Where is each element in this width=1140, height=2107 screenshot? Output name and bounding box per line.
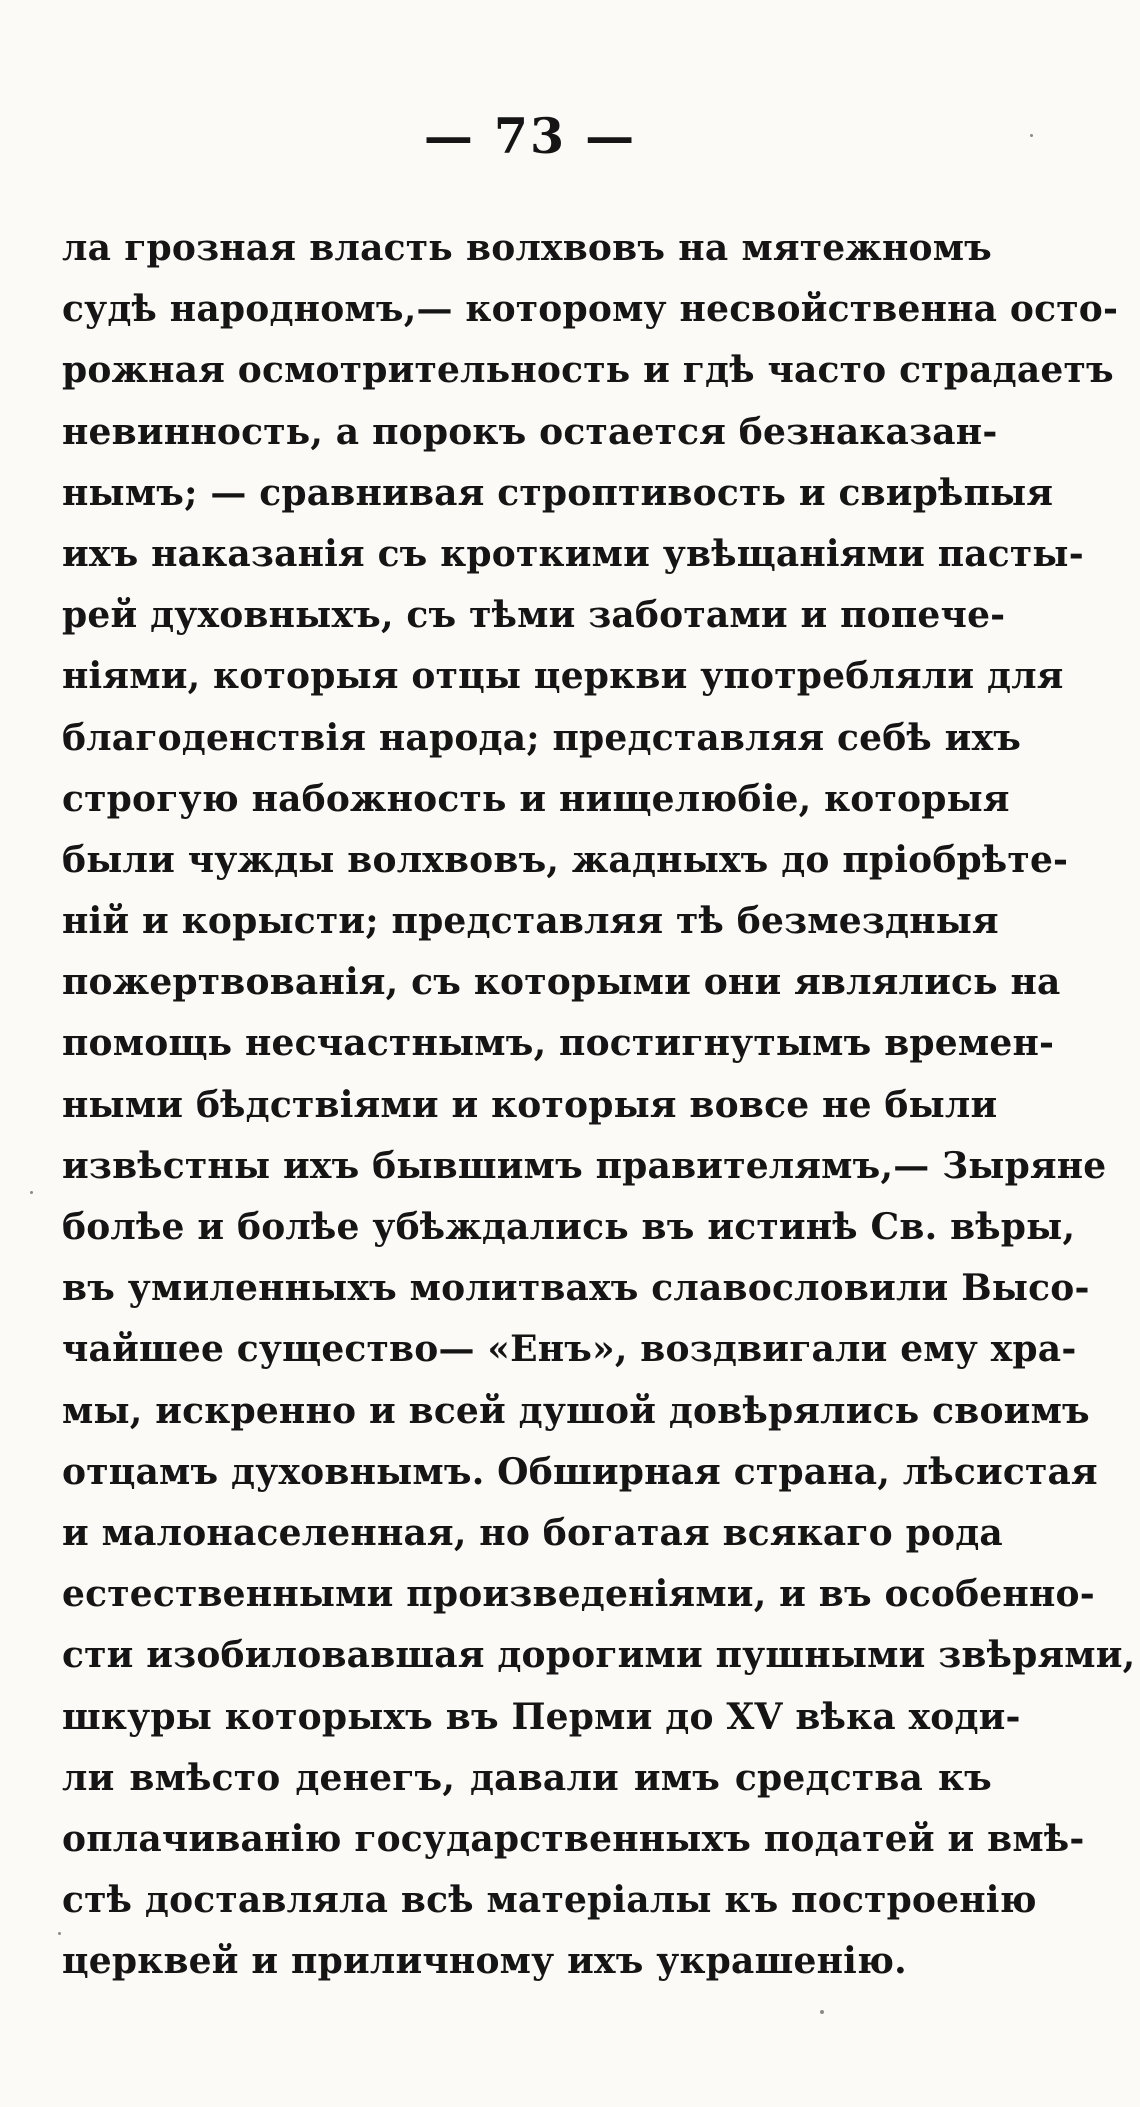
- text-line-21: отцамъ духовнымъ. Обширная страна, лѣсистая: [62, 1450, 1098, 1493]
- text-line-14: помощь несчастнымъ, постигнутымъ времен-: [62, 1022, 1055, 1065]
- text-line-11: были чужды волхвовъ, жадныхъ до пріобрѣте-: [62, 838, 1069, 881]
- print-speck-lower-left: [58, 1932, 61, 1935]
- text-line-8: ніями, которыя отцы церкви употребляли для: [62, 655, 1064, 698]
- text-line-20: мы, искренно и всей душой довѣрялись своимъ: [62, 1389, 1090, 1432]
- text-line-12: ній и корысти; представляя тѣ безмездныя: [62, 900, 999, 943]
- print-speck-left-middle: [30, 1191, 33, 1194]
- text-line-28: стѣ доставляла всѣ матеріалы къ построенію: [62, 1879, 1037, 1922]
- text-line-17: болѣе и болѣе убѣждались въ истинѣ Св. вѣры,: [62, 1206, 1076, 1248]
- page-number: — 73 —: [423, 107, 637, 165]
- text-line-3: рожная осмотрительность и гдѣ часто страдаетъ: [62, 349, 1114, 392]
- text-line-5: нымъ; — сравнивая строптивость и свирѣпыя: [62, 471, 1054, 514]
- text-line-24: сти изобиловавшая дорогими пушными звѣрями,: [62, 1634, 1136, 1677]
- text-line-4: невинность, а порокъ остается безнаказан-: [62, 410, 998, 453]
- text-line-22: и малонаселенная, но богатая всякаго рода: [62, 1511, 1003, 1554]
- print-speck-top-right: [1030, 134, 1033, 137]
- text-line-27: оплачиванію государственныхъ податей и вмѣ-: [62, 1817, 1085, 1860]
- text-line-16: извѣстны ихъ бывшимъ правителямъ,— Зыряне: [62, 1144, 1107, 1187]
- text-line-9: благоденствія народа; представляя себѣ ихъ: [62, 716, 1022, 759]
- text-line-2: судѣ народномъ,— которому несвойственна осто-: [62, 288, 1119, 331]
- text-line-23: естественными произведеніями, и въ особенно-: [62, 1573, 1095, 1616]
- text-line-6: ихъ наказанія съ кроткими увѣщаніями пасты-: [62, 532, 1084, 575]
- text-line-26: ли вмѣсто денегъ, давали имъ средства къ: [62, 1756, 992, 1799]
- text-line-18: въ умиленныхъ молитвахъ славословили Высо-: [62, 1267, 1090, 1310]
- text-line-7: рей духовныхъ, съ тѣми заботами и попече-: [62, 594, 1006, 637]
- text-line-19: чайшее существо— «Енъ», воздвигали ему хра-: [62, 1328, 1077, 1371]
- text-line-1: ла грозная власть волхвовъ на мятежномъ: [62, 227, 992, 269]
- print-speck-bottom-center: [820, 2010, 824, 2014]
- body-text: [62, 223, 1136, 1997]
- text-line-10: строгую набожность и нищелюбіе, которыя: [62, 777, 1010, 820]
- text-line-25: шкуры которыхъ въ Перми до XV вѣка ходи-: [62, 1695, 1021, 1738]
- text-line-29: церквей и приличному ихъ украшенію.: [62, 1940, 907, 1983]
- text-line-13: пожертвованія, съ которыми они являлись на: [62, 961, 1061, 1004]
- text-line-15: ными бѣдствіями и которыя вовсе не были: [62, 1083, 998, 1126]
